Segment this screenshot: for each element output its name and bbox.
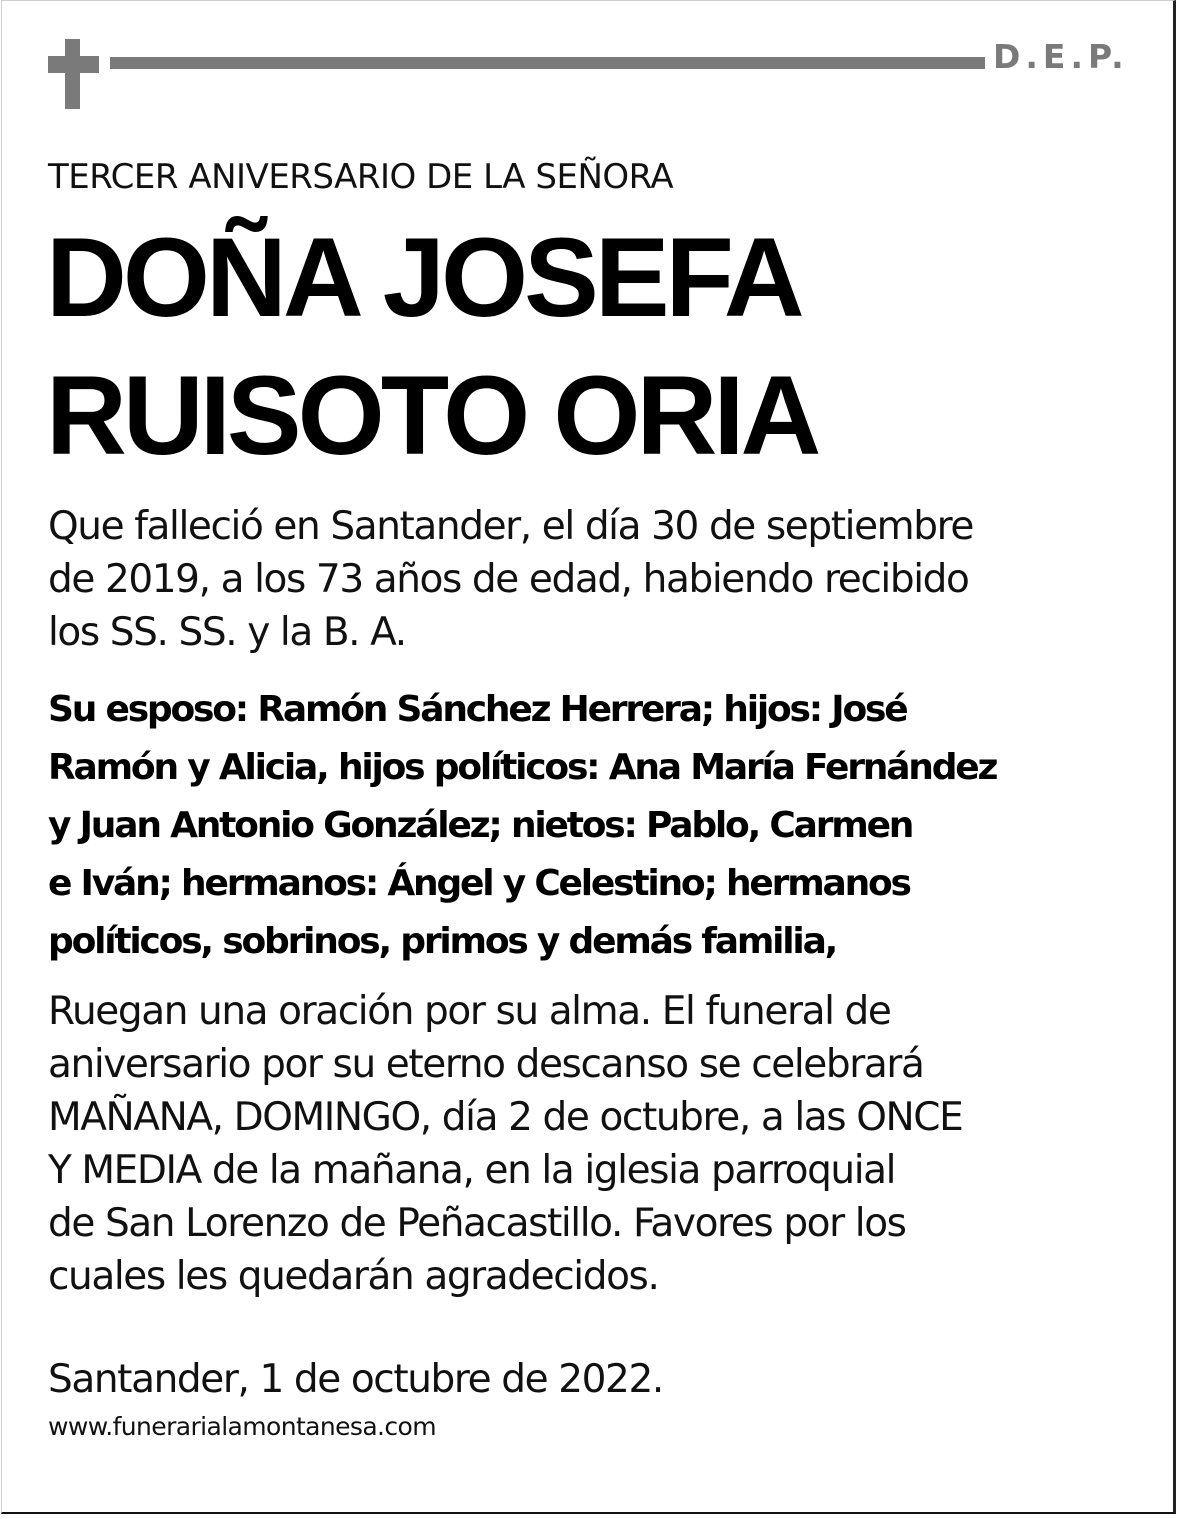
deceased-name-line-1: DOÑA JOSEFA xyxy=(46,215,801,340)
text-line: Y MEDIA de la mañana, en la iglesia parroquial xyxy=(48,1148,896,1193)
latin-cross-icon-bar xyxy=(48,56,99,73)
text-line: Ruegan una oración por su alma. El funeral de xyxy=(48,989,891,1034)
website-link[interactable]: www.funerarialamontanesa.com xyxy=(48,1412,436,1441)
text-line: MAÑANA, DOMINGO, día 2 de octubre, a las ONCE xyxy=(48,1095,963,1140)
death-details-paragraph xyxy=(48,500,973,659)
text-line: de 2019, a los 73 años de edad, habiendo recibido xyxy=(48,557,969,602)
text-line: los SS. SS. y la B. A. xyxy=(48,610,406,655)
text-line: cuales les quedarán agradecidos. xyxy=(48,1254,659,1299)
place-date: Santander, 1 de octubre de 2022. xyxy=(48,1357,663,1402)
funeral-paragraph xyxy=(48,985,962,1303)
deceased-name-line-2: RUISOTO ORIA xyxy=(46,353,818,478)
text-line: políticos, sobrinos, primos y demás familia, xyxy=(48,921,837,962)
anniversary-subtitle: TERCER ANIVERSARIO DE LA SEÑORA xyxy=(48,157,674,197)
text-line: Su esposo: Ramón Sánchez Herrera; hijos: José xyxy=(48,689,907,730)
dep-label: D.E.P. xyxy=(993,37,1129,76)
text-line: de San Lorenzo de Peñacastillo. Favores por los xyxy=(48,1201,906,1246)
text-line: aniversario por su eterno descanso se celebrará xyxy=(48,1042,924,1087)
latin-cross-icon xyxy=(65,39,80,109)
text-line: Que falleció en Santander, el día 30 de septiembre xyxy=(48,504,973,549)
text-line: e Iván; hermanos: Ángel y Celestino; hermanos xyxy=(48,863,910,904)
divider-line xyxy=(110,57,985,69)
text-line: Ramón y Alicia, hijos políticos: Ana María Fernández xyxy=(48,747,997,788)
text-line: y Juan Antonio González; nietos: Pablo, Carmen xyxy=(48,805,913,846)
family-paragraph xyxy=(48,681,996,971)
